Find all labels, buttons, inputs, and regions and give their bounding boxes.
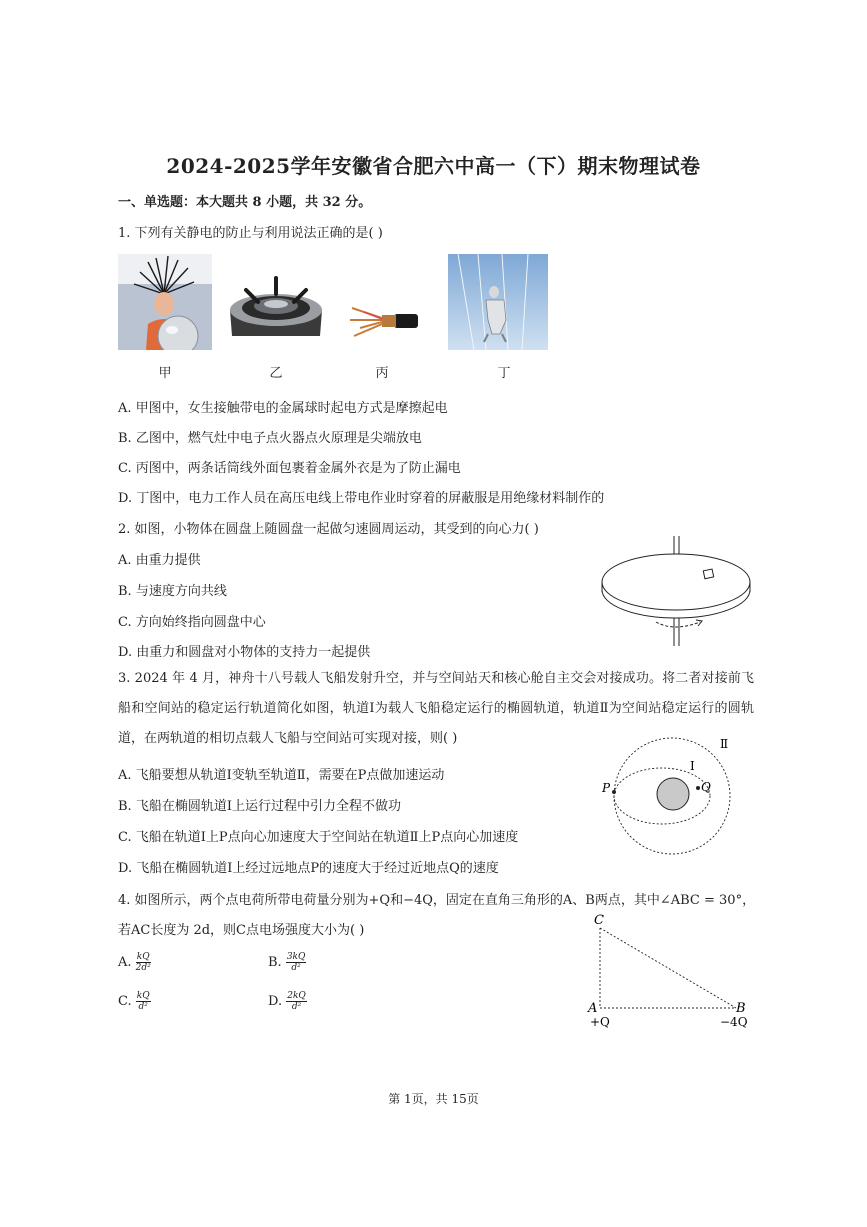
q2-option-c: C. 方向始终指向圆盘中心 — [118, 615, 266, 630]
q2-stem: 2. 如图，小物体在圆盘上随圆盘一起做匀速圆周运动，其受到的向心力( ) — [118, 522, 539, 537]
q4-option-b-label: B. — [268, 955, 286, 970]
q3-option-b: B. 飞船在椭圆轨道Ⅰ上运行过程中引力全程不做功 — [118, 799, 401, 814]
q1-image-bing — [346, 300, 420, 346]
q1-image-ding — [448, 254, 548, 350]
q4-stem-line2: 若AC长度为 2d，则C点电场强度大小为( ) — [118, 923, 365, 938]
q1-option-b: B. 乙图中，燃气灶中电子点火器点火原理是尖端放电 — [118, 431, 422, 446]
section-heading: 一、单选题：本大题共 8 小题，共 32 分。 — [118, 195, 372, 210]
q3-option-d: D. 飞船在椭圆轨道Ⅰ上经过远地点P的速度大于经过近地点Q的速度 — [118, 861, 499, 876]
q3-stem: 3. 2024 年 4 月，神舟十八号载人飞船发射升空，并与空间站天和核心舱自主交会对接成功。将二者对接前飞船和空间站的稳定运行轨道简化如图，轨道Ⅰ为载人飞船稳定运行的椭圆轨道，轨道Ⅱ为空间站稳定运行的圆轨道，在两轨道的相切点载人飞船与空间站可实现对接，则( ) — [118, 671, 754, 746]
earth — [657, 778, 689, 810]
q4-option-b — [268, 952, 306, 973]
q4-option-c — [118, 991, 151, 1012]
q4-option-d-label: D. — [268, 994, 287, 1009]
q4-option-a-num: kQ — [136, 952, 150, 962]
charge-a-label: +Q — [590, 1015, 610, 1029]
q2-option-b: B. 与速度方向共线 — [118, 584, 227, 599]
caption-jia: 甲 — [158, 366, 172, 381]
orbit-2-label: Ⅱ — [720, 737, 729, 751]
vertex-a-label: A — [588, 1001, 598, 1016]
q4-option-c-label: C. — [118, 994, 136, 1009]
q4-option-b-num: 3kQ — [286, 952, 306, 962]
q1-image-yi — [224, 260, 328, 348]
q3-option-c: C. 飞船在轨道Ⅰ上P点向心加速度大于空间站在轨道Ⅱ上P点向心加速度 — [118, 830, 519, 845]
vertex-b-label: B — [736, 1001, 746, 1016]
q4-stem-line1: 4. 如图所示，两个点电荷所带电荷量分别为+Q和−4Q，固定在直角三角形的A、B两点，其中∠ABC = 30°， — [118, 893, 756, 908]
q4-option-a-den: 2d² — [135, 963, 151, 973]
rotation-arrow — [656, 622, 700, 627]
page-footer: 第 1页，共 15页 — [388, 1092, 479, 1106]
q4-option-a — [118, 952, 151, 973]
q4-option-a-fraction — [136, 952, 151, 973]
point-p-label: P — [602, 781, 611, 795]
point-q-label: Q — [701, 780, 711, 794]
q4-option-c-den: d² — [138, 1002, 148, 1012]
disk-top-surface — [602, 554, 750, 610]
q4-option-d-num: 2kQ — [287, 991, 306, 1001]
q2-option-d: D. 由重力和圆盘对小物体的支持力一起提供 — [118, 645, 371, 660]
caption-yi: 乙 — [269, 366, 283, 381]
microphone-cable-illustration — [346, 300, 420, 346]
q4-option-b-den: d² — [291, 963, 301, 973]
vertex-c-label: C — [594, 913, 604, 928]
page-title: 2024-2025学年安徽省合肥六中高一（下）期末物理试卷 — [166, 154, 701, 178]
q1-option-a: A. 甲图中，女生接触带电的金属球时起电方式是摩擦起电 — [118, 401, 448, 416]
q4-option-a-label: A. — [118, 955, 136, 970]
q4-option-d — [268, 991, 307, 1012]
point-p — [612, 790, 616, 794]
q4-option-c-num: kQ — [136, 991, 150, 1001]
gas-stove-illustration — [224, 260, 328, 348]
point-q — [696, 786, 700, 790]
q4-option-d-fraction — [286, 991, 307, 1012]
q1-option-d: D. 丁图中，电力工作人员在高压电线上带电作业时穿着的屏蔽服是用绝缘材料制作的 — [118, 491, 605, 506]
q4-option-b-fraction — [286, 952, 307, 973]
caption-ding: 丁 — [497, 366, 511, 381]
q4-option-d-den: d² — [291, 1002, 302, 1012]
rotating-disk-diagram — [596, 536, 756, 648]
orbit-1-label: Ⅰ — [690, 759, 695, 773]
q3-option-a: A. 飞船要想从轨道Ⅰ变轨至轨道Ⅱ，需要在P点做加速运动 — [118, 768, 445, 783]
caption-bing: 丙 — [375, 366, 389, 381]
girl-touching-sphere-illustration — [118, 254, 212, 350]
charge-b-label: −4Q — [720, 1015, 748, 1029]
power-line-worker-illustration — [448, 254, 548, 350]
orbit-diagram — [598, 734, 748, 856]
side-bc — [600, 928, 736, 1008]
q2-option-a: A. 由重力提供 — [118, 553, 201, 568]
q1-image-jia — [118, 254, 212, 350]
q1-option-c: C. 丙图中，两条话筒线外面包裹着金属外衣是为了防止漏电 — [118, 461, 461, 476]
triangle-diagram — [584, 910, 754, 1034]
q4-option-c-fraction — [136, 991, 151, 1012]
q1-stem: 1. 下列有关静电的防止与利用说法正确的是( ) — [118, 226, 383, 241]
